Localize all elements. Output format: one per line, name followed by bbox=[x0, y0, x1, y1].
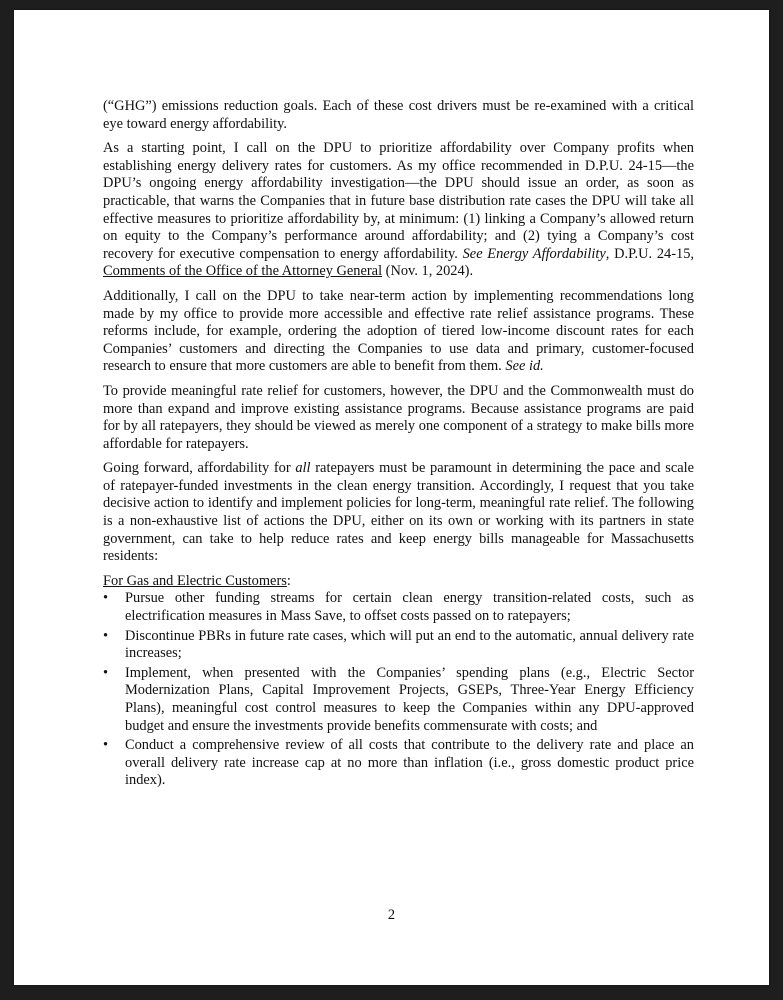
bullet-icon: • bbox=[103, 590, 109, 607]
page-number: 2 bbox=[387, 907, 396, 923]
emphasis-italic: all bbox=[295, 460, 311, 477]
paragraph-text: As a starting point, I call on the DPU to prioritize affordability over Company profits when establishing energy delivery rates for customers. As my office recommended in D.P.U. 24-15—the DPU’s ongoing energy affordability investigation—the DPU should issue an order, as soon as practicable, that warns the Companies that in future base distribution rate cases the DPU will take all effective measures to prioritize affordability by, at minimum: (1) linking a Company’s allowed return on equity to the Company’s performance around affordability; and (2) tying a Company’s cost recovery for executive compensation to energy affordability. bbox=[103, 140, 694, 262]
paragraph-near-term-action bbox=[103, 288, 694, 376]
document-page bbox=[14, 10, 769, 985]
section-heading bbox=[103, 573, 694, 591]
citation-underlined-title: Comments of the Office of the Attorney General bbox=[103, 263, 383, 280]
paragraph-text: ratepayers must be paramount in determining the pace and scale of ratepayer-funded investments in the clean energy transition. Accordingly, I request that you take decisive action to identify and implement policies for long-term, meaningful rate relief. The following is a non-exhaustive list of actions the DPU, either on its own or working with its partners in state government, can take to help reduce rates and keep energy bills manageable for Massachusetts residents: bbox=[103, 460, 694, 565]
list-item-text: Conduct a comprehensive review of all costs that contribute to the delivery rate and place an overall delivery rate increase cap at no more than inflation (i.e., gross domestic product price index). bbox=[125, 737, 694, 789]
list-item-text: Implement, when presented with the Companies’ spending plans (e.g., Electric Sector Modernization Plans, Capital Improvement Projects, GSEPs, Three-Year Energy Efficiency Plans), meaningful cost control measures to keep the Companies within any DPU-approved budget and ensure the investments provide benefits commensurate with costs; and bbox=[125, 664, 694, 734]
paragraph-text: Going forward, affordability for bbox=[103, 460, 296, 477]
citation-text: , D.P.U. 24-15, bbox=[605, 245, 694, 262]
bullet-icon: • bbox=[103, 737, 109, 754]
citation-date: (Nov. 1, 2024). bbox=[382, 263, 474, 280]
citation-italic: See Energy Affordability bbox=[462, 245, 606, 262]
paragraph-ghg-continuation bbox=[103, 98, 694, 133]
paragraph-rate-relief bbox=[103, 383, 694, 453]
section-heading-text: For Gas and Electric Customers bbox=[103, 572, 287, 589]
citation-italic: See id. bbox=[505, 358, 544, 375]
list-item bbox=[103, 737, 694, 790]
list-item-text: Discontinue PBRs in future rate cases, which will put an end to the automatic, annual delivery rate increases; bbox=[125, 627, 694, 662]
paragraph-text: Additionally, I call on the DPU to take near-term action by implementing recommendations long made by my office to provide more accessible and effective rate relief assistance programs. These reforms include, for example, ordering the adoption of tiered low-income discount rates for each Companies’ customers and directing the Companies to use data and primary, customer-focused research to ensure that more customers are able to benefit from them. bbox=[103, 287, 694, 375]
paragraph-prioritize-affordability bbox=[103, 140, 694, 281]
bullet-list bbox=[103, 590, 694, 790]
paragraph-going-forward bbox=[103, 460, 694, 566]
bullet-icon: • bbox=[103, 627, 109, 644]
page-body bbox=[103, 98, 694, 792]
section-heading-colon: : bbox=[286, 572, 291, 589]
list-item bbox=[103, 665, 694, 735]
list-item bbox=[103, 628, 694, 663]
bullet-icon: • bbox=[103, 664, 109, 681]
paragraph-text: (“GHG”) emissions reduction goals. Each of these cost drivers must be re-examined with a critical eye toward energy affordability. bbox=[103, 98, 694, 132]
list-item-text: Pursue other funding streams for certain clean energy transition-related costs, such as electrification measures in Mass Save, to offset costs passed on to ratepayers; bbox=[125, 590, 694, 625]
paragraph-text: To provide meaningful rate relief for customers, however, the DPU and the Commonwealth must do more than expand and improve existing assistance programs. Because assistance programs are paid for by all ratepayers, they should be viewed as merely one component of a strategy to make bills more affordable for ratepayers. bbox=[103, 382, 694, 452]
list-item bbox=[103, 590, 694, 625]
